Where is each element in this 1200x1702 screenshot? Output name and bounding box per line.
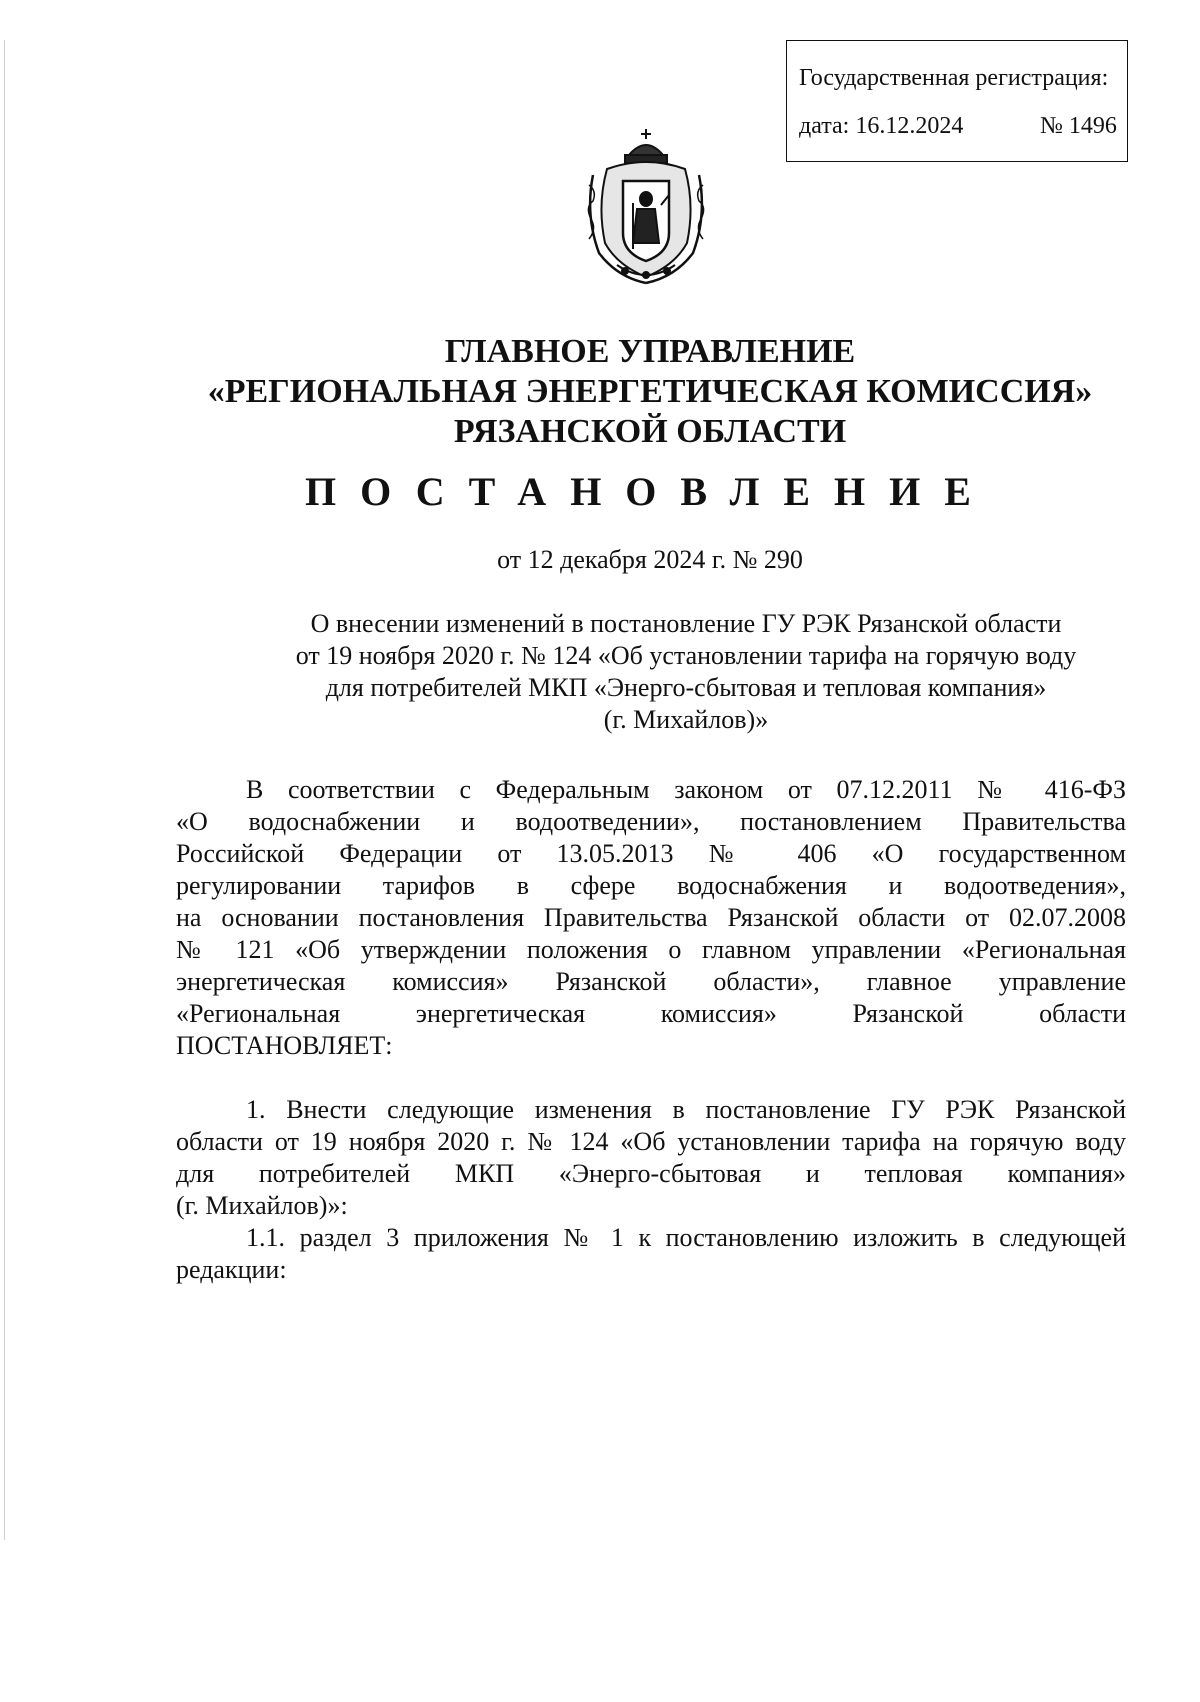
preamble-line: на основании постановления Правительства Рязанской области от 02.07.2008	[176, 903, 1126, 932]
subject-line: от 19 ноября 2020 г. № 124 «Об установлении тарифа на горячую воду	[295, 641, 1077, 670]
subject-line: О внесении изменений в постановление ГУ РЭК Рязанской области	[310, 609, 1062, 638]
preamble-line: № 121 «Об утверждении положения о главном управлении «Региональная	[176, 935, 1126, 964]
registration-title: Государственная регистрация:	[799, 65, 1109, 91]
subject-line: для потребителей МКП «Энерго-сбытовая и тепловая компания»	[325, 673, 1047, 702]
preamble-line: В соответствии с Федеральным законом от 07.12.2011 № 416-ФЗ	[246, 775, 1126, 804]
item-1-1-line: 1.1. раздел 3 приложения № 1 к постановлению изложить в следующей	[246, 1223, 1126, 1252]
preamble-paragraph	[176, 774, 1126, 1062]
preamble-line: Российской Федерации от 13.05.2013 № 406 «О государственном	[176, 839, 1126, 868]
item-1-line: области от 19 ноября 2020 г. № 124 «Об установлении тарифа на горячую воду	[176, 1127, 1126, 1156]
document-type: ПОСТАНОВЛЕНИЕ	[305, 469, 995, 514]
subject-line: (г. Михайлов)»	[603, 705, 769, 734]
item-1-line: для потребителей МКП «Энерго-сбытовая и тепловая компания»	[176, 1159, 1126, 1188]
ryazan-coat-of-arms-icon	[577, 125, 715, 285]
org-name-line-3: РЯЗАНСКОЙ ОБЛАСТИ	[453, 413, 847, 450]
preamble-line: ПОСТАНОВЛЯЕТ:	[176, 1031, 393, 1060]
scan-edge-line	[4, 40, 5, 1540]
preamble-line: энергетическая комиссия» Рязанской области», главное управление	[176, 967, 1126, 996]
preamble-line: «Региональная энергетическая комиссия» Рязанской области	[176, 999, 1126, 1028]
item-1-1-paragraph	[176, 1222, 1126, 1286]
org-name-line-1: ГЛАВНОЕ УПРАВЛЕНИЕ	[444, 333, 856, 370]
item-1-1-line: редакции:	[176, 1255, 287, 1284]
item-1-paragraph	[176, 1094, 1126, 1222]
registration-stamp	[786, 40, 1128, 162]
item-1-line: (г. Михайлов)»:	[176, 1191, 348, 1220]
item-1-line: 1. Внести следующие изменения в постановление ГУ РЭК Рязанской	[246, 1095, 1126, 1124]
registration-date: дата: 16.12.2024	[799, 113, 964, 139]
document-subject	[236, 608, 1136, 736]
document-date-number: от 12 декабря 2024 г. № 290	[497, 545, 803, 574]
preamble-line: регулировании тарифов в сфере водоснабжения и водоотведения»,	[176, 871, 1126, 900]
registration-number: № 1496	[1040, 113, 1117, 139]
org-name-line-2: «РЕГИОНАЛЬНАЯ ЭНЕРГЕТИЧЕСКАЯ КОМИССИЯ»	[207, 373, 1093, 410]
preamble-line: «О водоснабжении и водоотведении», постановлением Правительства	[176, 807, 1126, 836]
